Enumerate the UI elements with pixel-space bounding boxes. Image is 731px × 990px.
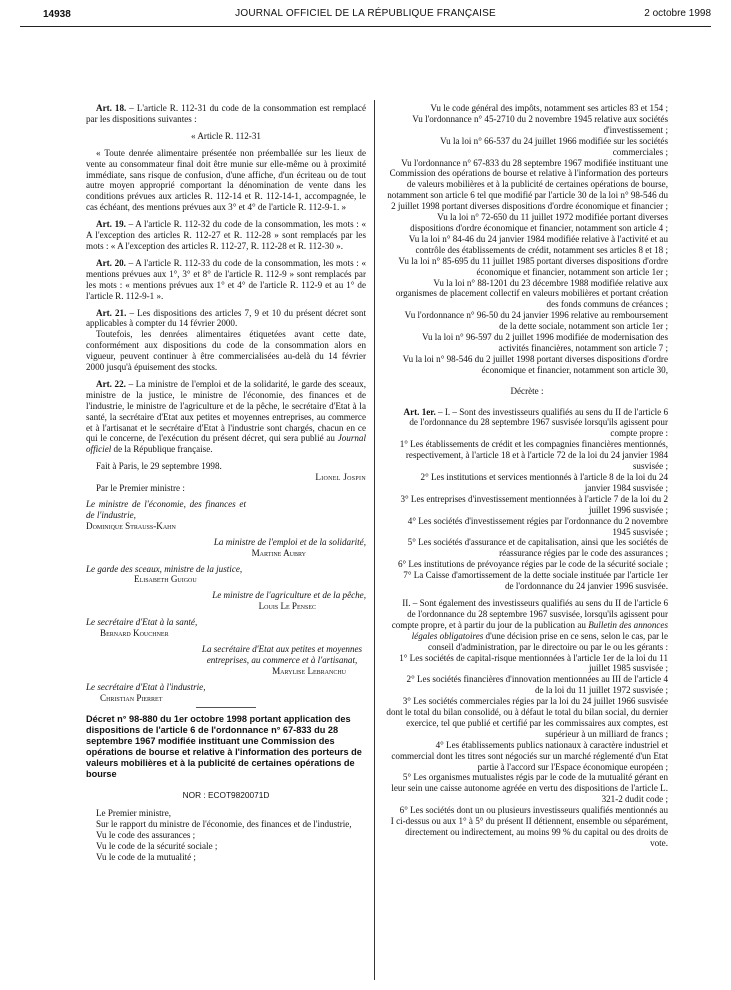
left-column [86,103,366,863]
list-item: 6° Les institutions de prévoyance régies par le code de la sécurité sociale ; [397,559,668,570]
visa-item: Vu la loi n° 84-46 du 24 janvier 1984 modifiée relative à l'activité et au contrôle des établissements de crédit, notamment ses articles 8 et 18 ; [408,233,668,255]
list-item: 4° Les établissements publics nationaux à caractère industriel et commercial dont les titres sont négociés sur un marché réglementé d'un Etat partie à l'accord sur l'Espace économique européen ; [391,739,668,772]
list-item: 7° La Caisse d'amortissement de la dette sociale instituée par l'article 1er de l'ordonnance du 24 janvier 1996 susvisée. [403,570,668,592]
article-18: Art. 18. – L'article R. 112-31 du code de la consommation est remplacé par les dispositions suivantes : [86,103,367,124]
visas-list [386,103,668,376]
article-19: Art. 19. – A l'article R. 112-32 du code de la consommation, les mots : « A l'exception des articles R. 112-27 et R. 112-28 » sont remplacés par les mots : « A l'exception des articles R. 112-27, R. 112-28 et R. 112-30 ». [86,219,367,251]
visa-item: Vu l'ordonnance n° 67-833 du 28 septembre 1967 modifiée instituant une Commission des opérations de bourse et relative à l'information des porteurs de valeurs mobilières et à la publicité de certaines opérations de bourse, notamment son article 6 tel que modifié par l'article 30 de la loi n° 98-546 du 2 juillet 1998 portant diverses dispositions d'ordre économique et financier ; [387,157,668,212]
list-item: 3° Les entreprises d'investissement mentionnées à l'article 7 de la loi du 2 juillet 1996 susvisée ; [400,493,668,515]
visa-item: Vu le code général des impôts, notamment ses articles 83 et 154 ; [430,103,668,113]
signature-pme: La secrétaire d'Etat aux petites et moyennes entreprises, au commerce et à l'artisanat, Marylise Lebranchu [201,643,363,676]
article-1-ii-list [386,653,668,849]
list-item: 1° Les établissements de crédit et les compagnies financières mentionnés, respectivement, à l'article 18 et à l'article 72 de la loi du 24 janvier 1984 susvisée ; [399,439,668,472]
par-pm: Par le Premier ministre : [96,483,185,494]
premier-ministre: Le Premier ministre, [96,808,172,819]
list-item: 1° Les sociétés de capital-risque mentionnées à l'article 1er de la loi du 11 juillet 1985 susvisée ; [399,652,668,674]
visa-item: Vu l'ordonnance n° 45-2710 du 2 novembre 1945 relative aux sociétés d'investissement ; [412,113,668,135]
list-item: 2° Les sociétés financières d'innovation mentionnées au III de l'article 4 de la loi du 11 juillet 1972 susvisée ; [406,674,668,696]
list-item: 6° Les sociétés dont un ou plusieurs investisseurs qualifiés mentionnés au I ci-dessus ou aux 1° à 5° du présent II détiennent, ensemble ou séparément, directement ou indirectement, au moins 99 % du capital ou des droits de vote. [390,805,668,848]
signature-indus: Le secrétaire d'Etat à l'industrie, Christian Pierret [86,681,206,703]
visa-item: Vu la loi n° 88-1201 du 23 décembre 1988 modifiée relative aux organismes de placement collectif en valeurs mobilières et portant création des fonds communs de créances ; [395,277,668,310]
article-1-ii: II. – Sont également des investisseurs qualifiés au sens du II de l'article 6 de l'ordonnance du 28 septembre 1967 susvisée, lorsqu'ils agissent pour compte propre, et à partir du jour de la publication au Bulletin des annonces légales obligatoires d'une décision prise en ce sens, selon le cas, par le conseil d'administration, par le directoire ou par le ou les gérants : [391,597,668,652]
article-18-quote: « Toute denrée alimentaire présentée non préemballée sur les lieux de vente au consommateur final doit être munie sur elle-même ou à proximité immédiate, sans risque de confusion, d'une affiche, d'un écriteau ou de tout autre moyen approprié comportant la dénomination de vente dans les conditions prévues aux articles R. 112-14 et R. 112-14-1, accompagnée, le cas échéant, des mentions prévues aux 3° et 4° de l'article R. 112-9-1. » [86,147,366,213]
list-item: 5° Les organismes mutualistes régis par le code de la mutualité gérant en leur sein une caisse autonome agréée en vertu des dispositions de l'article L. 321-2 dudit code ; [391,772,668,805]
article-22: Art. 22. – La ministre de l'emploi et de la solidarité, le garde des sceaux, ministre de la justice, le ministre de l'économie, des finances et de l'industrie, le ministre de l'agriculture et de la pêche, le secrétaire d'Etat à la santé, la secrétaire d'Etat aux petites et moyennes entreprises, au commerce et à l'artisanat et le secrétaire d'Etat à l'industrie sont chargés, chacun en ce qui le concerne, de l'exécution du présent décret, qui sera publié au Journal officiel de la République française. [86,378,366,455]
visa-item: Vu la loi n° 98-546 du 2 juillet 1998 portant diverses dispositions d'ordre économique et financier, notamment son article 30, [402,353,668,375]
article-21-cont: Toutefois, les denrées alimentaires étiquetées avant cette date, conformément aux dispositions du code de la consommation alors en vigueur, peuvent continuer à être commercialisées au-delà du 14 février 2000 jusqu'à épuisement des stocks. [86,329,366,373]
header-rule [20,26,711,27]
visa-item: Vu la loi n° 66-537 du 24 juillet 1966 modifiée sur les sociétés commerciales ; [440,135,668,157]
journal-title: JOURNAL OFFICIEL DE LA RÉPUBLIQUE FRANÇAISE [235,8,496,19]
list-item: 3° Les sociétés commerciales régies par la loi du 24 juillet 1966 susvisée dont le total du bilan consolidé, ou à défaut le total du bilan social, du dernier exercice, tel que publié et certifié par les commissaires aux comptes, est supérieur à un milliard de francs ; [386,696,668,739]
list-item: 2° Les institutions et services mentionnés à l'article 8 de la loi du 24 janvier 1984 susvisée ; [420,472,668,493]
article-1-i-list [386,439,668,592]
rapport: Sur le rapport du ministre de l'économie, des finances et de l'industrie, [96,819,352,830]
signature-eco: Le ministre de l'économie, des finances et de l'industrie, Dominique Strauss-Kahn [86,499,246,531]
right-column [386,103,668,849]
visa-item: Vu l'ordonnance n° 96-50 du 24 janvier 1996 relative au remboursement de la dette sociale, notamment son article 1er ; [404,310,668,332]
decree-title: Décret n° 98-880 du 1er octobre 1998 portant application des dispositions de l'article 6 de l'ordonnance n° 67-833 du 28 septembre 1967 modifiée instituant une Commission des opérations de bourse et relative à l'information des porteurs de valeurs mobilières et à la publicité de certaines opérations de bourse [86,713,362,779]
signature-emploi: La ministre de l'emploi et de la solidarité, Martine Aubry [213,536,366,558]
column-divider [374,100,375,980]
visa-item: Vu la loi n° 96-597 du 2 juillet 1996 modifiée de modernisation des activités financières, notamment son article 7 ; [421,332,668,353]
vu-mutualite: Vu le code de la mutualité ; [96,852,196,863]
vu-secu: Vu le code de la sécurité sociale ; [96,841,218,852]
article-21: Art. 21. – Les dispositions des articles 7, 9 et 10 du présent décret sont applicables à compter du 14 février 2000. [86,307,366,329]
signature-sante: Le secrétaire d'Etat à la santé, Bernard Kouchner [86,617,198,639]
list-item: 4° Les sociétés d'investissement régies par l'ordonnance du 2 novembre 1945 susvisée ; [407,515,668,537]
done-at: Fait à Paris, le 29 septembre 1998. [96,461,222,472]
visa-item: Vu la loi n° 72-650 du 11 juillet 1972 modifiée portant diverses dispositions d'ordre économique et financier, notamment son article 4 ; [410,212,668,233]
page-number: 14938 [43,9,71,20]
visa-item: Vu la loi n° 85-695 du 11 juillet 1985 portant diverses dispositions d'ordre économique et financier, notamment son article 1er ; [398,255,668,277]
article-18-heading: « Article R. 112-31 [191,130,261,141]
decrete-heading: Décrète : [510,385,544,396]
article-1: Art. 1er. – I. – Sont des investisseurs qualifiés au sens du II de l'article 6 de l'ordonnance du 28 septembre 1967 susvisée lorsqu'ils agissent pour compte propre : [403,406,668,439]
issue-date: 2 octobre 1998 [644,8,711,19]
list-item: 5° Les sociétés d'assurance et de capitalisation, ainsi que les sociétés de réassurance régies par le code des assurances ; [407,537,668,559]
signer-pm: Lionel Jospin [315,472,366,483]
signature-garde: Le garde des sceaux, ministre de la justice, Elisabeth Guigou [86,563,243,585]
signature-agri: Le ministre de l'agriculture et de la pêche, Louis Le Pensec [212,590,366,612]
separator [196,707,256,708]
nor-reference: NOR : ECOT9820071D [182,789,270,800]
vu-assurances: Vu le code des assurances ; [96,830,196,841]
article-20: Art. 20. – A l'article R. 112-33 du code de la consommation, les mots : « mentions prévues aux 1°, 3° et 8° de l'article R. 112-9 » sont remplacés par les mots : « mentions prévues aux 1° et 4° de l'article R. 112-9 et au 1° de l'article R. 112-9-1 ». [86,257,367,301]
